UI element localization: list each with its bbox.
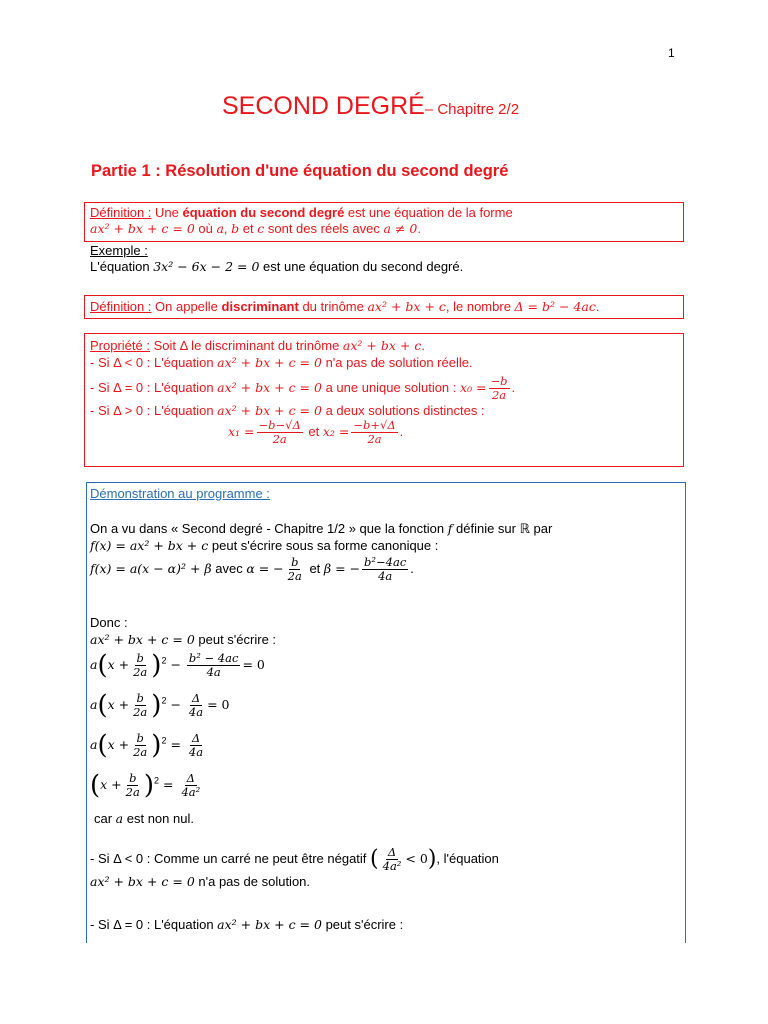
- numerator: b: [129, 771, 137, 785]
- term-bold: discriminant: [221, 299, 299, 314]
- text: peut s'écrire sous sa forme canonique :: [208, 538, 439, 553]
- page-title: [222, 92, 519, 121]
- text: n'a pas de solution.: [194, 874, 311, 889]
- denominator: 2a: [133, 665, 148, 679]
- text: et: [239, 221, 258, 236]
- fraction: [179, 772, 202, 799]
- case-negative: - Si Δ < 0 : Comme un carré ne peut être négatif ( $\frac{\Delta}{\text{4a²}}$ < 0), l'équation ax² + bx + c = 0 n'a pas de solution.: [90, 845, 499, 889]
- fraction: [381, 846, 404, 873]
- denominator: 4a²: [181, 785, 201, 799]
- text: .: [595, 299, 600, 314]
- title-sub: – Chapitre 2/2: [424, 101, 520, 118]
- text: avec: [211, 560, 247, 576]
- text: .: [421, 338, 425, 353]
- numerator: b: [136, 691, 144, 705]
- beta: β = −: [323, 560, 361, 576]
- condition: a ≠ 0: [383, 221, 418, 236]
- denominator: 2a: [272, 432, 287, 446]
- numerator: b: [136, 651, 144, 665]
- fraction: [131, 692, 149, 719]
- text: , le nombre: [445, 299, 515, 314]
- discriminant-formula: Δ = b² − 4ac: [514, 299, 596, 314]
- text: Une: [151, 205, 183, 220]
- text: est une équation de la forme: [344, 205, 513, 220]
- var: c: [257, 221, 265, 236]
- text: - Si Δ > 0 : L'équation: [90, 403, 218, 418]
- text: est non nul.: [123, 811, 194, 826]
- fraction: [187, 652, 241, 679]
- denominator: 2a: [133, 705, 148, 719]
- denominator: 4a: [206, 665, 221, 679]
- numerator: b² − 4ac: [188, 651, 239, 665]
- solution-x0: x₀ =: [460, 379, 487, 395]
- denominator: 2a: [491, 388, 507, 402]
- text: peut s'écrire :: [194, 632, 277, 647]
- numerator: b: [136, 731, 144, 745]
- text: a une unique solution :: [321, 379, 461, 395]
- text: sont des réels avec: [264, 221, 384, 236]
- denominator: 2a: [133, 745, 148, 759]
- demonstration-label: Démonstration au programme :: [90, 486, 270, 501]
- term-bold: équation du second degré: [182, 205, 345, 220]
- denominator: 2a: [125, 785, 140, 799]
- var: b: [231, 221, 240, 236]
- title-main: SECOND DEGRÉ: [222, 92, 425, 120]
- definition-label: Définition :: [90, 299, 152, 314]
- alpha: α = −: [246, 560, 284, 576]
- canonical-form: f(x) = a(x − α)² + β: [90, 560, 212, 576]
- fraction: [131, 732, 149, 759]
- numerator: −b+√Δ: [353, 418, 396, 432]
- text: a deux solutions distinctes :: [321, 403, 485, 418]
- trinomial: ax² + bx + c: [342, 338, 422, 353]
- solution-x2: x₂ =: [322, 423, 350, 439]
- text: - Si Δ = 0 : L'équation: [90, 917, 218, 932]
- trinomial: ax² + bx + c: [367, 299, 446, 314]
- fraction: [362, 556, 408, 583]
- denominator: 4a: [378, 569, 393, 583]
- numerator: Δ: [191, 731, 201, 745]
- equation: ax² + bx + c = 0: [90, 221, 195, 236]
- equation: ax² + bx + c = 0: [90, 632, 195, 647]
- equation: ax² + bx + c = 0: [90, 874, 195, 889]
- equation: ax² + bx + c = 0: [217, 379, 322, 395]
- equation: ax² + bx + c = 0: [217, 403, 322, 418]
- text: , l'équation: [436, 850, 499, 866]
- denominator: 4a: [188, 745, 204, 759]
- numerator: −b: [490, 374, 508, 388]
- equation: ax² + bx + c = 0: [217, 355, 322, 370]
- text: ,: [223, 221, 232, 236]
- page-number: 1: [668, 46, 675, 60]
- fraction: [286, 556, 304, 583]
- function-def: f(x) = ax² + bx + c: [90, 538, 209, 553]
- fraction: [257, 419, 303, 446]
- text: car: [94, 811, 116, 826]
- text: et: [305, 560, 324, 576]
- text: définie sur ℝ par: [452, 521, 553, 536]
- non-nul-line: car a est non nul.: [94, 811, 194, 826]
- example: [90, 243, 463, 275]
- text: où: [194, 221, 217, 236]
- text: est une équation du second degré.: [259, 259, 464, 274]
- numerator: −b−√Δ: [258, 418, 301, 432]
- numerator: b²−4ac: [364, 555, 407, 569]
- definition-1: [90, 205, 513, 237]
- case-zero: [90, 917, 403, 932]
- denominator: 4a: [188, 705, 204, 719]
- fraction: [131, 652, 149, 679]
- donc-block: [90, 614, 276, 648]
- example-label: Exemple :: [90, 243, 148, 258]
- text: Donc :: [90, 615, 128, 630]
- definition-label: Définition :: [90, 205, 152, 220]
- fraction: [187, 692, 205, 719]
- var: f: [447, 521, 453, 536]
- text: .: [417, 221, 421, 236]
- text: - Si Δ < 0 : L'équation: [90, 355, 218, 370]
- text: et: [304, 423, 323, 439]
- solution-x1: x₁ =: [228, 423, 255, 439]
- demonstration-text-1: On a vu dans « Second degré - Chapitre 1/2 » que la fonction f définie sur ℝ par f(x) = ax² + bx + c peut s'écrire sous sa forme canonique : f(x) = a(x − α)² + β avec α = − $\frac{b}{2a}$ et β = − $\frac{\text{b²−4ac}}{4a}$ .: [90, 521, 553, 583]
- denominator: 4a²: [382, 859, 402, 873]
- definition-2: [90, 299, 599, 315]
- text: On appelle: [151, 299, 222, 314]
- equation: 3x² − 6x − 2 = 0: [153, 259, 260, 274]
- text: du trinôme: [298, 299, 368, 314]
- numerator: Δ: [191, 691, 201, 705]
- fraction: [489, 375, 510, 402]
- property: Propriété : Soit Δ le discriminant du trinôme ax² + bx + c. - Si Δ < 0 : L'équation ax² + bx + c = 0 n'a pas de solution réelle. - Si Δ = 0 : L'équation ax² + bx + c = 0 a une unique solution : x₀ = $\frac{-b}{2a}$ . - Si Δ > 0 : L'équation ax² + bx + c = 0 a deux solutions distinctes : x₁ = $\frac{-b-√\Delta}{2a}$ et x₂ = $\frac{-b+√\Delta}{2a}$ .: [90, 338, 516, 446]
- text: Soit Δ le discriminant du trinôme: [149, 338, 343, 353]
- numerator: Δ: [387, 845, 397, 859]
- text: - Si Δ < 0 : Comme un carré ne peut être négatif: [90, 850, 371, 866]
- denominator: 2a: [287, 569, 302, 583]
- fraction: [187, 732, 205, 759]
- step-1: a(x + $\frac{b}{2a}$ )$^2$ − $\frac{\text{b² − 4ac}}{4a}$ = 0: [90, 650, 265, 681]
- fraction: [124, 772, 142, 799]
- numerator: Δ: [186, 771, 195, 785]
- var: a: [216, 221, 224, 236]
- equation: ax² + bx + c = 0: [217, 917, 322, 932]
- text: - Si Δ = 0 : L'équation: [90, 379, 218, 395]
- denominator: 2a: [367, 432, 382, 446]
- step-2: a(x + $\frac{b}{2a}$ )$^2$ − $\frac{\Delta}{4a}$ = 0: [90, 690, 230, 721]
- text: n'a pas de solution réelle.: [321, 355, 473, 370]
- property-label: Propriété :: [90, 338, 150, 353]
- text: peut s'écrire :: [321, 917, 404, 932]
- fraction: [351, 419, 397, 446]
- step-3: a(x + $\frac{b}{2a}$ )$^2$ = $\frac{\Delta}{4a}$: [90, 730, 204, 761]
- step-4: (x + $\frac{b}{2a}$ )$^2$ = $\frac{\Delta}{\text{4a²}}$: [90, 770, 201, 801]
- section-heading: Partie 1 : Résolution d'une équation du second degré: [91, 162, 509, 180]
- text: L'équation: [90, 259, 154, 274]
- text: On a vu dans « Second degré - Chapitre 1/2 » que la fonction: [90, 521, 448, 536]
- numerator: b: [291, 555, 299, 569]
